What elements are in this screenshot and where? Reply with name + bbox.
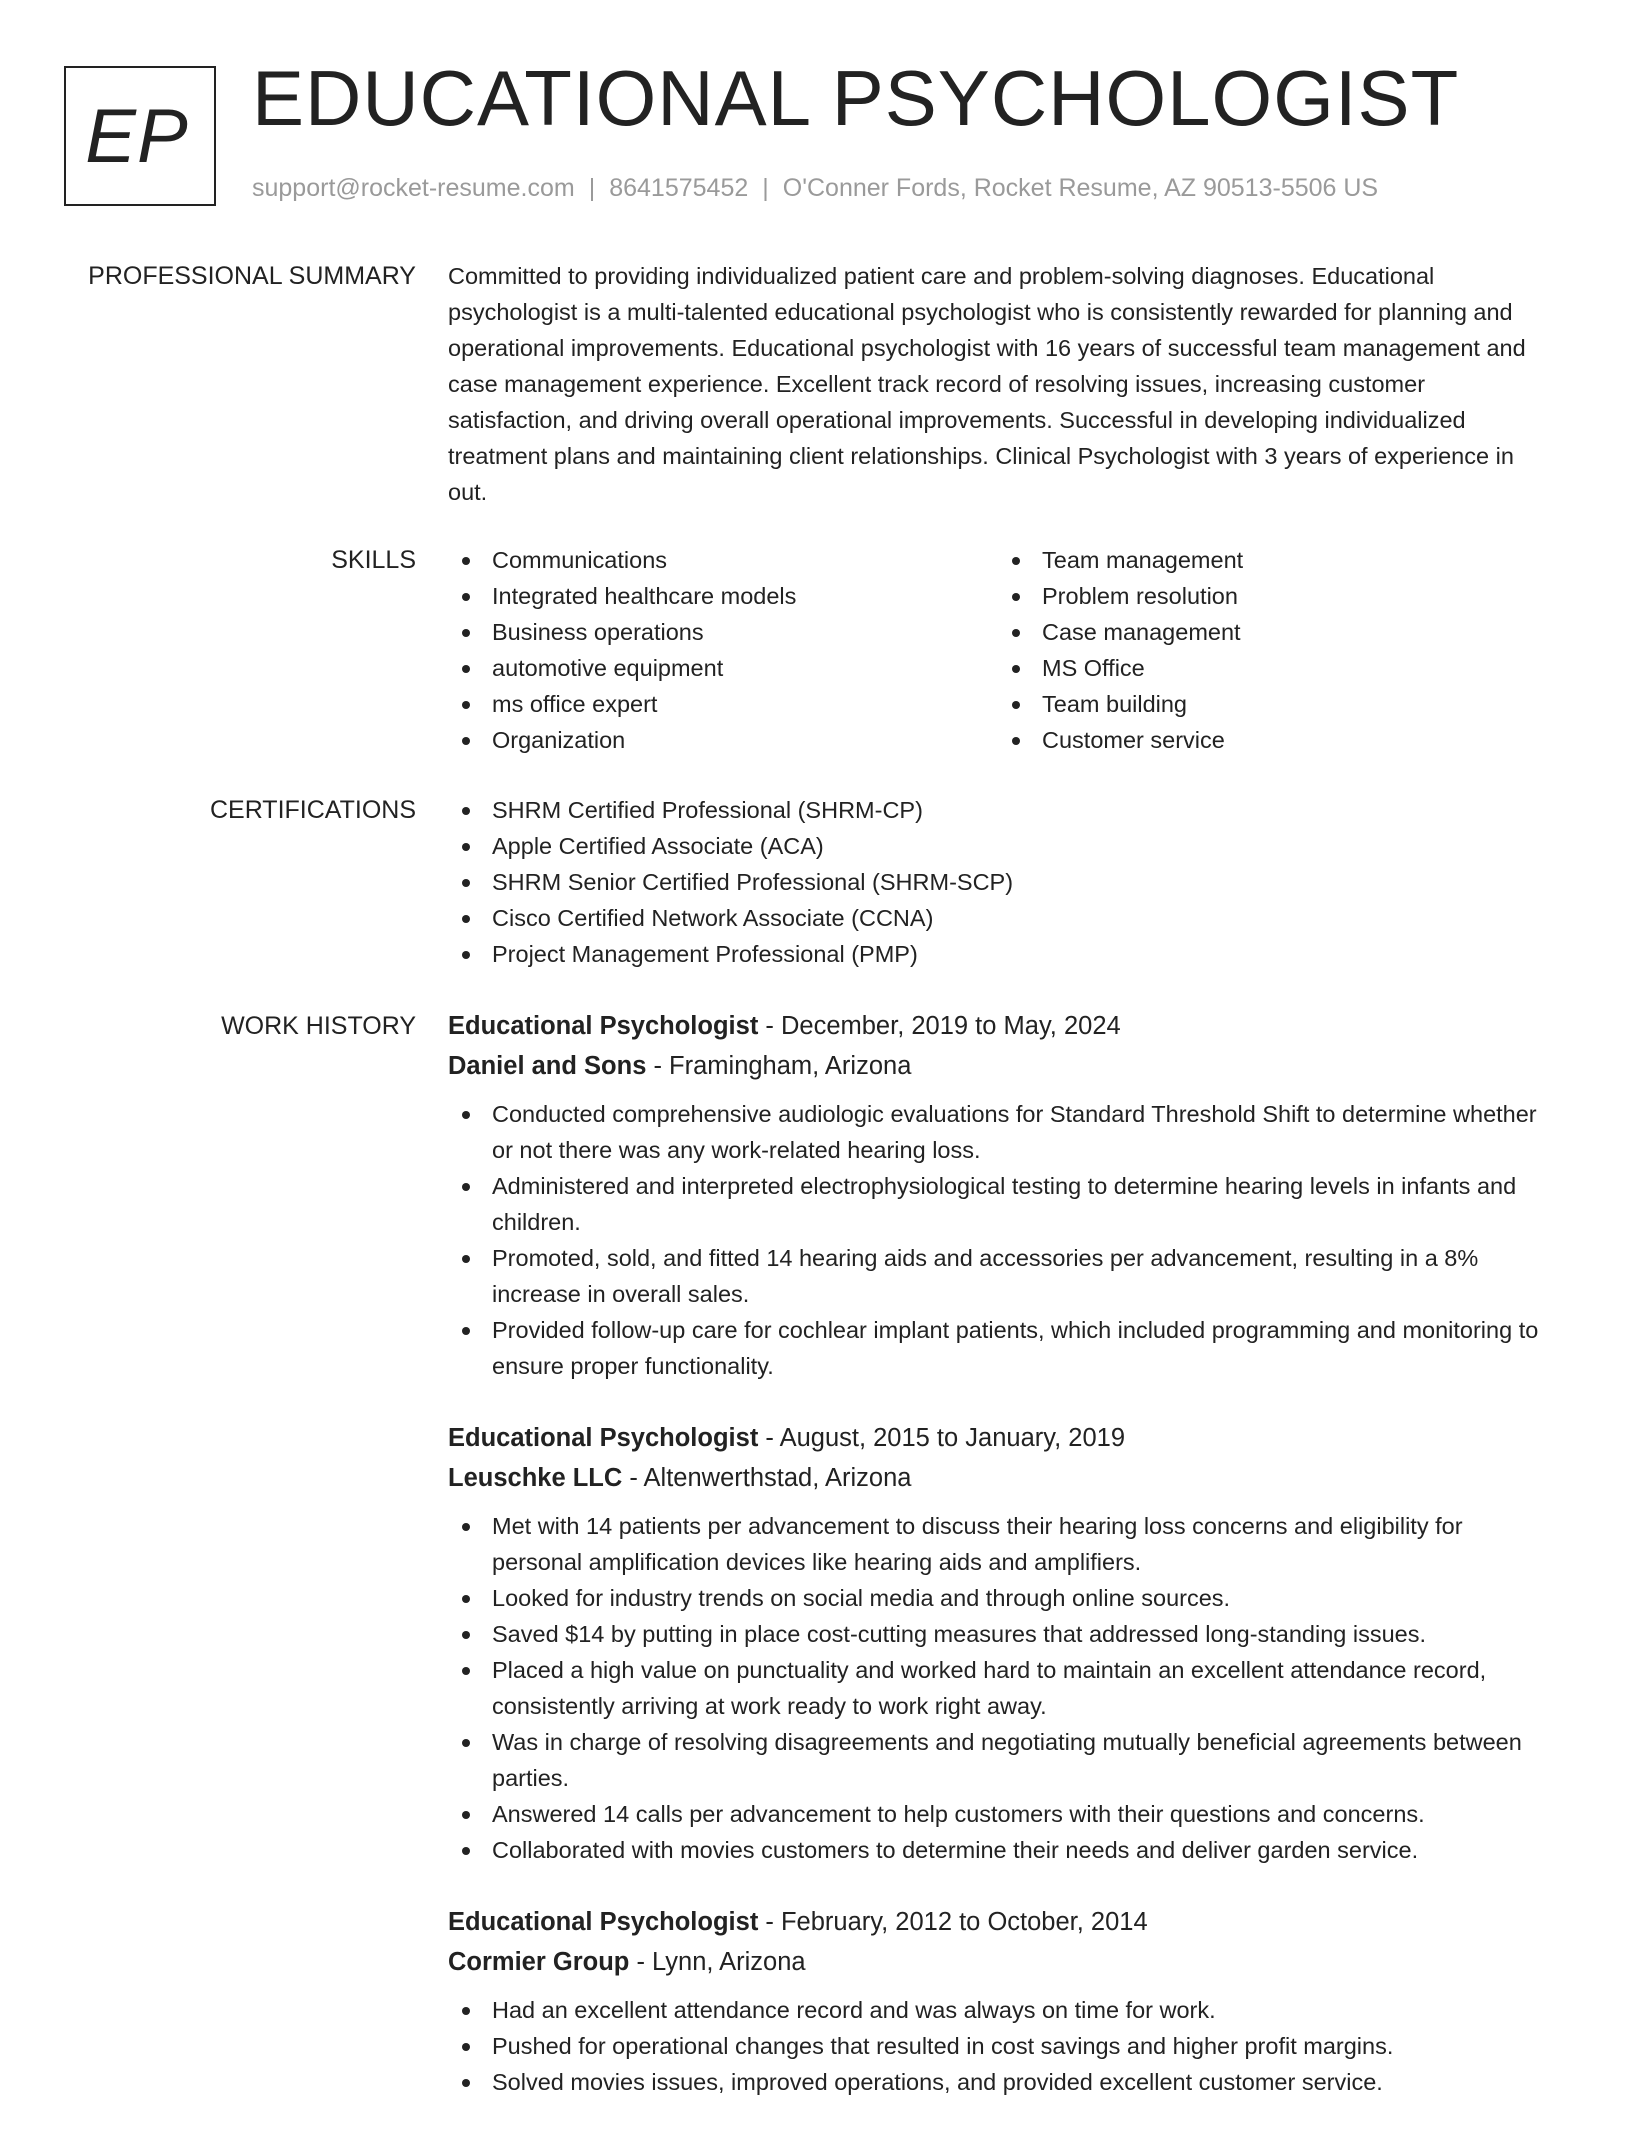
section-label-summary: PROFESSIONAL SUMMARY <box>88 262 416 290</box>
monogram-box <box>64 66 216 206</box>
job-title: Educational Psychologist <box>448 1424 759 1452</box>
job-entry <box>448 1902 1548 2100</box>
contact-separator: | <box>762 174 769 202</box>
monogram-initials: EP <box>85 93 189 179</box>
job-bullet: Administered and interpreted electrophysiological testing to determine hearing levels in infants and children. <box>448 1168 1548 1240</box>
job-bullet: Provided follow-up care for cochlear implant patients, which included programming and monitoring to ensure proper functionality. <box>448 1312 1548 1384</box>
job-location: - Framingham, Arizona <box>646 1052 912 1080</box>
job-location: - Lynn, Arizona <box>629 1948 806 1976</box>
job-bullet: Looked for industry trends on social media and through online sources. <box>448 1580 1548 1616</box>
resume-title: EDUCATIONAL PSYCHOLOGIST <box>252 54 1460 142</box>
contact-separator: | <box>588 174 596 202</box>
skill-item: Team management <box>998 542 1548 578</box>
skill-item: Organization <box>448 722 998 758</box>
job-bullet: Collaborated with movies customers to determine their needs and deliver garden service. <box>448 1832 1548 1868</box>
skill-item: Team building <box>998 686 1548 722</box>
skill-item: MS Office <box>998 650 1548 686</box>
skill-item: Business operations <box>448 614 998 650</box>
skill-item: Case management <box>998 614 1548 650</box>
job-title-line <box>448 1006 1548 1046</box>
skill-item: Integrated healthcare models <box>448 578 998 614</box>
job-bullet: Met with 14 patients per advancement to discuss their hearing loss concerns and eligibility for personal amplification devices like hearing aids and amplifiers. <box>448 1508 1548 1580</box>
skills-column-left <box>448 542 998 758</box>
skill-item: Problem resolution <box>998 578 1548 614</box>
certifications-list <box>448 792 1548 972</box>
contact-line <box>252 174 1378 203</box>
job-bullets <box>448 1508 1548 1868</box>
job-entry <box>448 1418 1548 1868</box>
section-label-certifications: CERTIFICATIONS <box>209 796 416 824</box>
job-title-line <box>448 1902 1548 1942</box>
job-bullet: Had an excellent attendance record and was always on time for work. <box>448 1992 1548 2028</box>
job-company: Leuschke LLC <box>448 1464 623 1492</box>
certification-item: Cisco Certified Network Associate (CCNA) <box>448 900 1548 936</box>
job-dates: - December, 2019 to May, 2024 <box>758 1012 1121 1040</box>
summary-body <box>448 258 1548 510</box>
contact-address: O'Conner Fords, Rocket Resume, AZ 90513-5506 US <box>782 174 1379 202</box>
job-bullet: Conducted comprehensive audiologic evaluations for Standard Threshold Shift to determine whether or not there was any work-related hearing loss. <box>448 1096 1548 1168</box>
job-bullet: Pushed for operational changes that resulted in cost savings and higher profit margins. <box>448 2028 1548 2064</box>
job-title: Educational Psychologist <box>448 1012 759 1040</box>
skill-item: Communications <box>448 542 998 578</box>
job-title: Educational Psychologist <box>448 1908 759 1936</box>
job-bullet: Promoted, sold, and fitted 14 hearing aids and accessories per advancement, resulting in a 8% increase in overall sales. <box>448 1240 1548 1312</box>
summary-text: Committed to providing individualized patient care and problem-solving diagnoses. Educational psychologist is a multi-talented educational psychologist who is consistently rewarded for planning and operational improvements. Educational psychologist with 16 years of successful team management and case management experience. Excellent track record of resolving issues, increasing customer satisfaction, and driving overall operational improvements. Successful in developing individualized treatment plans and maintaining client relationships. Clinical Psychologist with 3 years of experience in out. <box>448 263 1526 505</box>
certifications-body <box>448 792 1548 972</box>
job-bullet: Was in charge of resolving disagreements and negotiating mutually beneficial agreements between parties. <box>448 1724 1548 1796</box>
job-company: Daniel and Sons <box>448 1052 647 1080</box>
job-bullet: Placed a high value on punctuality and worked hard to maintain an excellent attendance record, consistently arriving at work ready to work right away. <box>448 1652 1548 1724</box>
section-label-skills: SKILLS <box>331 546 416 574</box>
certification-item: SHRM Senior Certified Professional (SHRM-SCP) <box>448 864 1548 900</box>
skill-item: Customer service <box>998 722 1548 758</box>
job-entry <box>448 1006 1548 1384</box>
job-bullet: Solved movies issues, improved operations, and provided excellent customer service. <box>448 2064 1548 2100</box>
certification-item: Apple Certified Associate (ACA) <box>448 828 1548 864</box>
job-company-line <box>448 1046 1548 1086</box>
job-company: Cormier Group <box>448 1948 630 1976</box>
skill-item: automotive equipment <box>448 650 998 686</box>
job-company-line <box>448 1942 1548 1982</box>
job-bullet: Saved $14 by putting in place cost-cutting measures that addressed long-standing issues. <box>448 1616 1548 1652</box>
contact-phone: 8641575452 <box>609 174 749 202</box>
skill-item: ms office expert <box>448 686 998 722</box>
job-dates: - August, 2015 to January, 2019 <box>758 1424 1126 1452</box>
contact-email: support@rocket-resume.com <box>252 174 575 202</box>
job-title-line <box>448 1418 1548 1458</box>
job-company-line <box>448 1458 1548 1498</box>
skills-grid <box>448 542 1548 758</box>
certification-item: Project Management Professional (PMP) <box>448 936 1548 972</box>
section-label-work-history: WORK HISTORY <box>221 1012 416 1040</box>
work-history-body <box>448 1006 1548 2134</box>
job-bullets <box>448 1992 1548 2100</box>
job-dates: - February, 2012 to October, 2014 <box>758 1908 1148 1936</box>
job-bullets <box>448 1096 1548 1384</box>
job-bullet: Answered 14 calls per advancement to help customers with their questions and concerns. <box>448 1796 1548 1832</box>
certification-item: SHRM Certified Professional (SHRM-CP) <box>448 792 1548 828</box>
job-location: - Altenwerthstad, Arizona <box>622 1464 912 1492</box>
skills-column-right <box>998 542 1548 758</box>
